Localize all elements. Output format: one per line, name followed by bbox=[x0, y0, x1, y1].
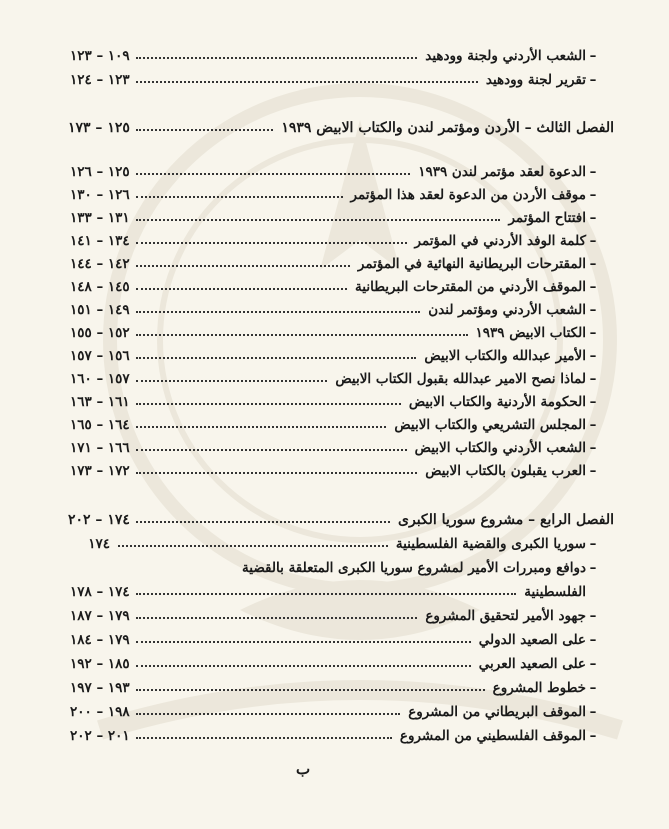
toc-entry bbox=[70, 367, 600, 387]
dot-leader bbox=[136, 379, 328, 382]
entry-pages: ١٦١ – ١٦٣ bbox=[70, 394, 130, 410]
dot-leader bbox=[136, 356, 417, 359]
dot-leader bbox=[136, 56, 418, 59]
entry-dash: – bbox=[589, 608, 597, 624]
entry-title: المقترحات البريطانية النهائية في المؤتمر bbox=[357, 256, 586, 272]
dot-leader bbox=[136, 425, 387, 428]
toc-entry bbox=[70, 229, 600, 249]
entry-dash: – bbox=[589, 440, 597, 456]
entry-dash: – bbox=[589, 728, 597, 744]
entry-title: الحكومة الأردنية والكتاب الابيض bbox=[408, 394, 586, 410]
dot-leader bbox=[136, 80, 478, 83]
dot-leader bbox=[136, 592, 517, 595]
entry-dash: – bbox=[589, 164, 597, 180]
dot-leader bbox=[136, 712, 401, 715]
entry-dash: – bbox=[589, 704, 597, 720]
toc-entry bbox=[70, 44, 600, 64]
entry-title: الدعوة لعقد مؤتمر لندن ١٩٣٩ bbox=[418, 164, 586, 180]
entry-dash: – bbox=[589, 656, 597, 672]
entry-pages: ١٥٧ – ١٦٠ bbox=[70, 371, 130, 387]
toc-entry bbox=[70, 160, 600, 180]
toc-entry bbox=[70, 700, 600, 720]
entry-pages: ١٧٩ – ١٨٤ bbox=[70, 632, 130, 648]
entry-dash: – bbox=[589, 256, 597, 272]
entry-pages: ١٣١ – ١٣٣ bbox=[70, 210, 130, 226]
toc-entry bbox=[70, 344, 600, 364]
toc-entry bbox=[70, 183, 600, 203]
dot-leader bbox=[136, 128, 273, 131]
entry-title: الموقف الفلسطيني من المشروع bbox=[399, 728, 586, 744]
entry-pages: ١٤٩ – ١٥١ bbox=[70, 302, 130, 318]
entry-pages: ١٨٥ – ١٩٢ bbox=[70, 656, 130, 672]
entry-dash: – bbox=[589, 632, 597, 648]
toc-entry bbox=[70, 724, 600, 744]
dot-leader bbox=[118, 544, 388, 547]
dot-leader bbox=[136, 471, 418, 474]
entry-title: على الصعيد العربي bbox=[478, 656, 586, 672]
toc-entry bbox=[70, 68, 600, 88]
entry-dash: – bbox=[589, 680, 597, 696]
entry-pages: ١٧٤ bbox=[88, 536, 110, 552]
dot-leader bbox=[136, 520, 390, 523]
toc-entry bbox=[70, 275, 600, 295]
entry-title: جهود الأمير لتحقيق المشروع bbox=[425, 608, 586, 624]
entry-title: الموقف الأردني من المقترحات البريطانية bbox=[355, 279, 586, 295]
entry-dash: – bbox=[589, 348, 597, 364]
entry-title: العرب يقبلون بالكتاب الابيض bbox=[425, 463, 586, 479]
entry-title: كلمة الوفد الأردني في المؤتمر bbox=[414, 233, 586, 249]
entry-pages: ١٧٢ – ١٧٣ bbox=[70, 463, 130, 479]
dot-leader bbox=[136, 287, 347, 290]
entry-title: لماذا نصح الامير عبدالله بقبول الكتاب الابيض bbox=[335, 371, 586, 387]
entry-dash: – bbox=[589, 536, 597, 552]
entry-pages: ١٦٦ – ١٧١ bbox=[70, 440, 130, 456]
dot-leader bbox=[136, 640, 471, 643]
entry-pages: ١٦٤ – ١٦٥ bbox=[70, 417, 130, 433]
dot-leader bbox=[136, 241, 407, 244]
toc-entry bbox=[70, 532, 600, 552]
toc-entry bbox=[70, 676, 600, 696]
chapter-heading bbox=[68, 116, 614, 136]
dot-leader bbox=[136, 218, 501, 221]
dot-leader bbox=[136, 448, 407, 451]
entry-dash: – bbox=[589, 463, 597, 479]
toc-entry bbox=[70, 390, 600, 410]
entry-title: خطوط المشروع bbox=[492, 680, 586, 696]
dot-leader bbox=[136, 264, 350, 267]
entry-title: على الصعيد الدولي bbox=[478, 632, 586, 648]
entry-dash: – bbox=[589, 371, 597, 387]
entry-title: الكتاب الابيض ١٩٣٩ bbox=[475, 325, 586, 341]
entry-pages: ١٢٦ – ١٣٠ bbox=[70, 187, 130, 203]
toc-entry bbox=[70, 652, 600, 672]
entry-pages: ١٣٤ – ١٤١ bbox=[70, 233, 130, 249]
toc-entry bbox=[70, 628, 600, 648]
entry-dash: – bbox=[589, 325, 597, 341]
entry-dash: – bbox=[589, 72, 597, 88]
dot-leader bbox=[136, 195, 343, 198]
toc-entry bbox=[70, 436, 600, 456]
entry-dash: – bbox=[589, 48, 597, 64]
entry-title: الشعب الأردني ولجنة وودهيد bbox=[425, 48, 586, 64]
chapter-pages: ١٢٥ – ١٧٣ bbox=[68, 120, 130, 136]
entry-title: سوريا الكبرى والقضية الفلسطينية bbox=[395, 536, 586, 552]
entry-title: موقف الأردن من الدعوة لعقد هذا المؤتمر bbox=[350, 187, 586, 203]
entry-dash: – bbox=[589, 233, 597, 249]
dot-leader bbox=[136, 310, 421, 313]
entry-pages: ١٧٩ – ١٨٧ bbox=[70, 608, 130, 624]
entry-pages: ١٢٥ – ١٢٦ bbox=[70, 164, 130, 180]
toc-entry-continuation bbox=[70, 580, 600, 600]
dot-leader bbox=[136, 172, 411, 175]
toc-entry-multiline bbox=[70, 556, 600, 576]
entry-title: المجلس التشريعي والكتاب الابيض bbox=[394, 417, 586, 433]
entry-dash: – bbox=[589, 560, 597, 576]
entry-dash: – bbox=[589, 394, 597, 410]
entry-pages: ١٧٤ – ١٧٨ bbox=[70, 584, 130, 600]
chapter-heading bbox=[68, 508, 614, 528]
toc-entry bbox=[70, 252, 600, 272]
entry-pages: ١٠٩ – ١٢٣ bbox=[70, 48, 130, 64]
entry-title: الأمير عبدالله والكتاب الابيض bbox=[424, 348, 586, 364]
entry-dash: – bbox=[589, 302, 597, 318]
entry-title: الشعب الأردني ومؤتمر لندن bbox=[428, 302, 586, 318]
entry-pages: ١٤٥ – ١٤٨ bbox=[70, 279, 130, 295]
entry-dash: – bbox=[589, 417, 597, 433]
chapter-pages: ١٧٤ – ٢٠٢ bbox=[68, 512, 130, 528]
entry-title-continuation: الفلسطينية bbox=[524, 584, 586, 600]
entry-title: الشعب الأردني والكتاب الابيض bbox=[414, 440, 586, 456]
entry-pages: ١٩٨ – ٢٠٠ bbox=[70, 704, 130, 720]
chapter-title: الفصل الثالث – الأردن ومؤتمر لندن والكتاب الابيض ١٩٣٩ bbox=[281, 120, 614, 136]
entry-pages: ١٥٢ – ١٥٥ bbox=[70, 325, 130, 341]
entry-title: افتتاح المؤتمر bbox=[508, 210, 586, 226]
toc-entry bbox=[70, 206, 600, 226]
chapter-title: الفصل الرابع – مشروع سوريا الكبرى bbox=[398, 512, 614, 528]
toc-entry bbox=[70, 459, 600, 479]
dot-leader bbox=[136, 664, 471, 667]
entry-pages: ١٤٢ – ١٤٤ bbox=[70, 256, 130, 272]
dot-leader bbox=[136, 333, 468, 336]
entry-title: تقرير لجنة وودهيد bbox=[485, 72, 586, 88]
page-number: ب bbox=[296, 760, 311, 778]
entry-title: الموقف البريطاني من المشروع bbox=[408, 704, 586, 720]
entry-title: دوافع ومبررات الأمير لمشروع سوريا الكبرى المتعلقة بالقضية bbox=[242, 560, 586, 576]
entry-pages: ٢٠١ – ٢٠٢ bbox=[70, 728, 130, 744]
toc-entry bbox=[70, 413, 600, 433]
entry-dash: – bbox=[589, 187, 597, 203]
entry-dash: – bbox=[589, 210, 597, 226]
toc-entry bbox=[70, 604, 600, 624]
dot-leader bbox=[136, 736, 392, 739]
entry-pages: ١٢٣ – ١٢٤ bbox=[70, 72, 130, 88]
entry-dash: – bbox=[589, 279, 597, 295]
entry-pages: ١٥٦ – ١٥٧ bbox=[70, 348, 130, 364]
toc-entry bbox=[70, 321, 600, 341]
dot-leader bbox=[136, 616, 418, 619]
toc-entry bbox=[70, 298, 600, 318]
dot-leader bbox=[136, 402, 401, 405]
entry-pages: ١٩٣ – ١٩٧ bbox=[70, 680, 130, 696]
dot-leader bbox=[136, 688, 485, 691]
